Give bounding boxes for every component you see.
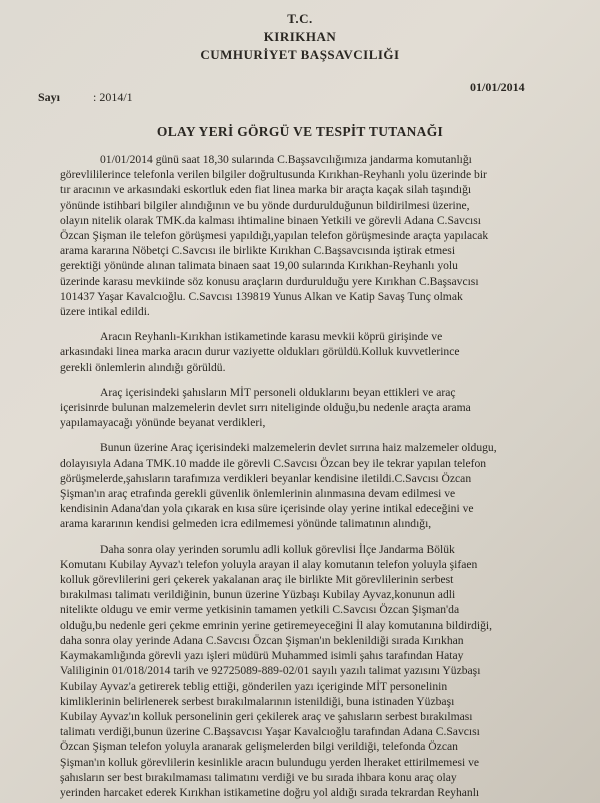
text-line: Valiliginin 01/018/2014 tarih ve 92725089-889-02/01 sayılı yazılı talimat yazısını Yüzbaşı	[60, 664, 481, 678]
text-line: içerisinrde bulunan malzemelerin devlet sırrı niteliginde olduğu,bu nedenle araçta arama	[60, 401, 471, 415]
text-line: şahısların ser best bırakılmaması talimatını verdiği ve bu sırada ihbara konu araç olay	[60, 770, 457, 784]
paragraph	[60, 542, 562, 800]
reference-label: Sayı	[38, 90, 61, 104]
letterhead	[0, 10, 600, 64]
paragraph	[60, 152, 562, 319]
text-line: üzere intikal edildi.	[60, 305, 150, 319]
text-line: Özcan Şişman telefon yoluyla aranarak gelişmelerden bilgi verildiği, telefonda Özcan	[60, 740, 458, 754]
letterhead-line-2: KIRIKHAN	[263, 29, 337, 44]
text-line: olduğu,bu nedenle geri çekme emrinin yerine getiremeyeceğini İl alay komutanına bildirdiği,	[60, 618, 493, 632]
text-line: Komutanı Kubilay Ayvaz'ı telefon yoluyla arayan il alay komutanın telefon yoluyla şifaen	[60, 557, 478, 571]
text-line: dolayısıyla Adana TMK.10 madde ile görevli C.Savcısı Özcan bey ile tekrar yapılan telefon	[60, 456, 487, 470]
text-line: arkasındaki linea marka aracın durur vaziyette oldukları görüldü.Kolluk kuvvetlerince	[60, 345, 460, 359]
document-body	[60, 152, 562, 803]
text-line: nitelikte oldugu ve emir verme yetkisinin tamamen yetkili C.Savcısı Özcan Şişman'da	[60, 603, 460, 617]
reference-number	[38, 90, 133, 105]
text-line: kendisinin Adana'dan yola çıkarak en kısa süre içerisinde olay yerine intikal edeceğini ve	[60, 502, 474, 516]
text-line: Daha sonra olay yerinden sorumlu adli kolluk görevlisi İlçe Jandarma Bölük	[100, 542, 455, 556]
text-line: yerinden harcaket ederek Kırıkhan istikametine doğru yol aldığı sırada tekrardan Reyhanlı	[60, 785, 480, 799]
text-line: Kaymakamlığında görevli yazı işleri müdürü Muhammed isimli şahıs tarafından Hatay	[60, 649, 464, 663]
text-line: yönünde istihbari bilgiler alındığının ve bu yönde durdurulduğunun bildirilmesi üzerine,	[60, 198, 470, 212]
text-line: Bunun üzerine Araç içerisindeki malzemelerin devlet sırrına haiz malzemeler oldugu,	[100, 441, 497, 455]
text-line: görüşmelerde,şahısların tarafımıza verdikleri beyanlar kendisine iletildi.C.Savcısı Özcan	[60, 471, 472, 485]
text-line: bırakılması talimatı verildiğinin, bunun üzerine Yüzbaşı Kubilay Ayvaz,konunun adli	[60, 588, 456, 602]
paragraph	[60, 440, 562, 531]
text-line: Araç içerisindeki şahısların MİT personeli olduklarını beyan ettikleri ve araç	[100, 385, 456, 399]
text-line: arama kararının kendisi gelmeden icra edilmemesi yönünde talimatının alındığı,	[60, 517, 432, 531]
text-line: gerektiği yönünde alınan talimata binaen saat 19,00 sularında Kırıkhan-Reyhanlı yolu	[60, 259, 458, 273]
text-line: Şişman'ın araç etrafında gerekli güvenlik önlemlerinin alınmasına devam edilmesi ve	[60, 487, 456, 501]
text-line: yapılamayacağı yönünde beyanat verdikleri,	[60, 416, 266, 430]
text-line: Özcan Şişman ile telefon görüşmesi yapıldığı,yapılan telefon görüşmesinde araçta yapılacak	[60, 229, 489, 243]
text-line: olayın nitelik olarak TMK.da kalması ihtimaline binaen Yetkili ve görevli Adana C.Savcısı	[60, 213, 481, 227]
text-line: üzerinde karasu mevkiinde söz konusu araçların durdurulduğu yere Kırıkhan C.Başsavcısı	[60, 274, 479, 288]
text-line: 101437 Yaşar Kavalcıoğlu. C.Savcısı 139819 Yunus Alkan ve Katip Savaş Tunç olmak	[60, 289, 463, 303]
letterhead-line-3: CUMHURİYET BAŞSAVCILIĞI	[200, 47, 400, 62]
reference-value: : 2014/1	[93, 90, 133, 104]
text-line: Kubilay Ayvaz'ın kolluk personelinin geri çekilerek araç ve şahısların serbest bırakılması	[60, 709, 473, 723]
letterhead-line-1: T.C.	[287, 11, 313, 26]
text-line: arama kararına Nöbetçi C.Savcısı ile birlikte Kırıkhan C.Başsavcısında iştirak etmesi	[60, 244, 456, 258]
text-line: kimliklerinin belirlenerek serbest bırakılmalarının istenildiği, buna istinaden Yüzbaşı	[60, 694, 455, 708]
paragraph	[60, 385, 562, 431]
document-title: OLAY YERİ GÖRGÜ VE TESPİT TUTANAĞI	[156, 124, 444, 139]
text-line: talimatı verdiği,bunun üzerine C.Başsavcısı Yaşar Kavalcıoğlu tarafından Adana C.Savcısı	[60, 725, 480, 739]
text-line: daha sonra olay yerinde Adana C.Savcısı Özcan Şişman'ın beklenildiği sırada Kırıkhan	[60, 633, 464, 647]
text-line: Aracın Reyhanlı-Kırıkhan istikametinde karasu mevkii köprü girişinde ve	[100, 330, 443, 344]
text-line: Kubilay Ayvaz'a getirerek teblig ettiği, gönderilen yazı içeriginde MİT personelinin	[60, 679, 448, 693]
text-line: 01/01/2014 günü saat 18,30 sularında C.Başsavcılığımıza jandarma komutanlığı	[100, 153, 472, 166]
text-line: gerekli önlemlerin alındığı görüldü.	[60, 360, 226, 374]
text-line: kolluk görevlilerini geri çekerek yakalanan araç ile birlikte Mit görevlilerinin serbest	[60, 573, 454, 587]
document-date: 01/01/2014	[470, 80, 525, 94]
text-line: tır aracının ve arkasındaki eskortluk eden fiat linea marka bir araçta kaçak silah taşındığı	[60, 183, 472, 197]
paragraph	[60, 329, 562, 375]
text-line: Şişman'ın kolluk görevlilerin kesinlikle aracın bulundugu yerden lheraket ettirilmemesi ve	[60, 755, 480, 769]
text-line: görevlililerince telefonla verilen bilgiler doğrultusunda Kırıkhan-Reyhanlı yolu üzerinde bir	[60, 168, 487, 182]
